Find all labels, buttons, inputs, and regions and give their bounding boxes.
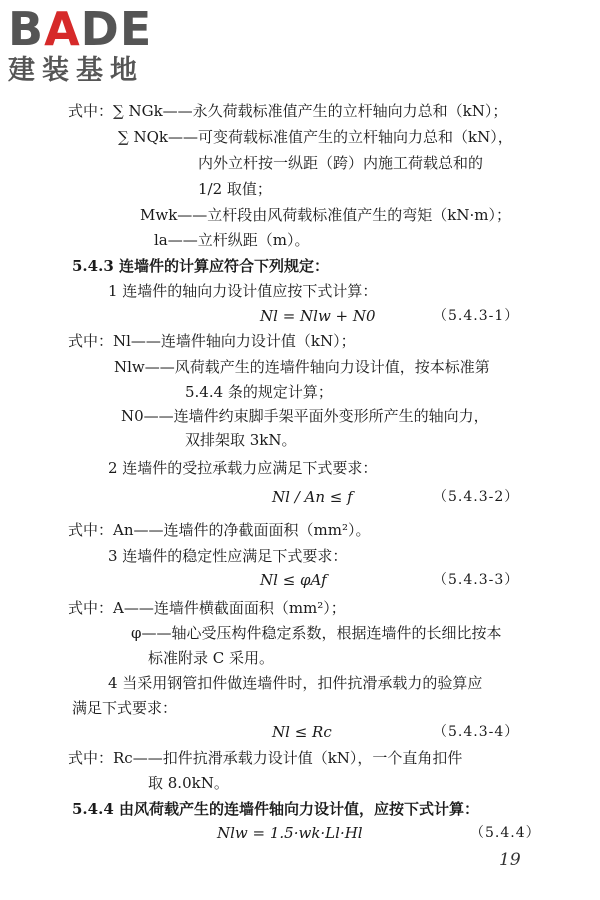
equation-number: （5.4.3-3） [433, 572, 520, 588]
equation-number: （5.4.3-1） [433, 308, 520, 324]
text-line: 式中：Nl——连墙件轴向力设计值（kN）； [68, 332, 356, 350]
text-line: 式中：A——连墙件横截面面积（mm²）； [68, 599, 346, 617]
text-line: 标准附录 C 采用。 [148, 649, 275, 667]
text-line: N0——连墙件约束脚手架平面外变形所产生的轴向力， [121, 407, 489, 425]
text-line: 2 连墙件的受拉承载力应满足下式要求： [108, 459, 378, 477]
logo-wordmark: BADE [8, 2, 153, 56]
page-number: 19 [499, 850, 521, 870]
formula: Nl = Nlw + N0 [260, 307, 376, 325]
formula: Nl / An ≤ f [272, 488, 353, 506]
text-line: 式中：An——连墙件的净截面面积（mm²）。 [68, 521, 371, 539]
text-line: φ——轴心受压构件稳定系数，根据连墙件的长细比按本 [131, 624, 502, 642]
text-line: ∑ NQk——可变荷载标准值产生的立杆轴向力总和（kN）， [118, 128, 513, 146]
text-line: Mwk——立杆段由风荷载标准值产生的弯矩（kN·m）； [140, 206, 511, 224]
text-line: 1/2 取值； [198, 180, 272, 198]
bade-logo [8, 4, 152, 88]
logo-subtitle: 建装基地 [8, 55, 144, 86]
text-line: 满足下式要求： [72, 699, 178, 717]
equation-number: （5.4.4） [470, 825, 541, 841]
equation-number: （5.4.3-2） [433, 489, 520, 505]
formula: Nlw = 1.5·wk·Ll·Hl [217, 824, 363, 842]
text-line: 取 8.0kN。 [148, 774, 229, 792]
text-line: 5.4.4 条的规定计算； [185, 383, 333, 401]
section-heading: 5.4.3 连墙件的计算应符合下列规定： [72, 257, 329, 275]
text-line: 4 当采用钢管扣件做连墙件时，扣件抗滑承载力的验算应 [108, 674, 483, 692]
text-line: 1 连墙件的轴向力设计值应按下式计算： [108, 282, 378, 300]
text-line: la——立杆纵距（m）。 [154, 231, 310, 249]
text-line: 3 连墙件的稳定性应满足下式要求： [108, 547, 348, 565]
text-line: 内外立杆按一纵距（跨）内施工荷载总和的 [198, 154, 484, 172]
text-line: Nlw——风荷载产生的连墙件轴向力设计值，按本标准第 [114, 358, 490, 376]
text-line: 式中：∑ NGk——永久荷载标准值产生的立杆轴向力总和（kN）； [68, 102, 508, 120]
text-line: 式中：Rc——扣件抗滑承载力设计值（kN），一个直角扣件 [68, 749, 463, 767]
text-line: 双排架取 3kN。 [185, 431, 297, 449]
section-heading: 5.4.4 由风荷载产生的连墙件轴向力设计值，应按下式计算： [72, 800, 479, 818]
equation-number: （5.4.3-4） [433, 724, 520, 740]
formula: Nl ≤ Rc [272, 723, 332, 741]
formula: Nl ≤ φAf [260, 571, 327, 589]
